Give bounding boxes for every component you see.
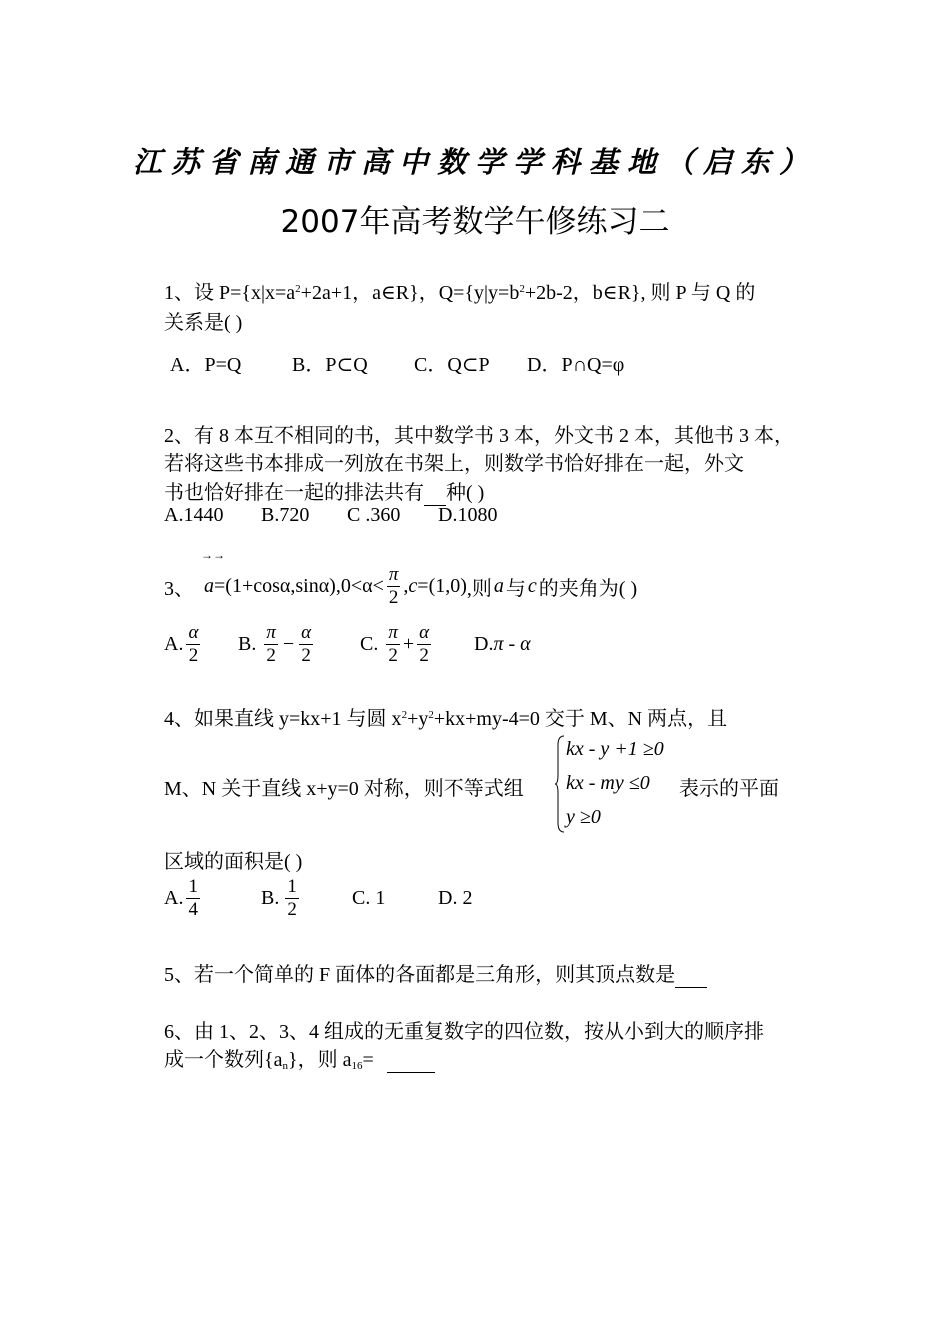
question-3-option-a: A. $\frac{\alpha}{2}$	[164, 621, 199, 666]
question-1-option-c: C．Q⊂P	[414, 354, 490, 376]
vector-arrows: →→	[201, 548, 225, 562]
question-1-line-2: 关系是( )	[164, 312, 243, 334]
question-5-line-1: 5、若一个简单的 F 面体的各面都是三角形，则其顶点数是	[164, 958, 707, 988]
question-4-option-b: B. $\frac{1}{2}$	[261, 875, 297, 920]
question-2-line-1: 2、有 8 本互不相同的书，其中数学书 3 本，外文书 2 本，其他书 3 本，	[164, 425, 794, 447]
question-2-line-2: 若将这些书本排成一列放在书架上，则数学书恰好排在一起，外文	[164, 453, 744, 475]
question-2-option-c: C .360	[347, 504, 401, 526]
question-4-line-2: M、N 关于直线 x+y=0 对称，则不等式组	[164, 778, 524, 800]
system-brace	[555, 735, 565, 833]
document-title-school: 江苏省南通市高中数学学科基地（启东）	[132, 145, 817, 179]
answer-blank	[387, 1049, 435, 1073]
question-2-line-3: 书也恰好排在一起的排法共有 种( )	[164, 482, 485, 504]
question-2-option-a: A.1440	[164, 504, 224, 526]
question-1-option-d: D．P∩Q=φ	[527, 354, 625, 376]
question-1-option-a: A．P=Q	[170, 354, 242, 376]
question-6-line-2: 成一个数列$\{a_n\}$，则 $a_{16}=$	[164, 1043, 435, 1073]
question-4-option-d: D. 2	[438, 887, 473, 909]
pi-over-2-fraction: $\frac{\pi}{2}$	[388, 563, 399, 608]
answer-blank	[424, 482, 446, 506]
document-title-exercise: 2007年高考数学午修练习二	[280, 204, 670, 240]
inequality-1: kx - y +1 ≥0	[566, 738, 664, 760]
question-6-line-1: 6、由 1、2、3、4 组成的无重复数字的四位数，按从小到大的顺序排	[164, 1021, 764, 1043]
answer-blank	[675, 964, 707, 988]
question-3-line-1: 3、 a =(1+cosα,sinα),0<α< $\frac{\pi}{2}$ , c =(1,0) ,则 a 与 c 的夹角为( )	[164, 563, 638, 608]
question-1-option-b: B．P⊂Q	[292, 354, 368, 376]
question-1-line-1: 1、设 $P=\{x|x=a^2+2a+1$，a∈R}，$Q=\{y|y=b^2+2b-2$，b∈R}, 则 P 与 Q 的	[164, 282, 756, 304]
question-4-option-c: C. 1	[352, 887, 386, 909]
question-2-option-d: D.1080	[438, 504, 498, 526]
inequality-3: y ≥0	[566, 806, 601, 828]
question-3-option-d: D. π - α	[474, 632, 531, 655]
inequality-2: kx - my ≤0	[566, 772, 650, 794]
question-4-line-3: 区域的面积是( )	[164, 851, 303, 873]
question-4-line-2-end: 表示的平面	[679, 778, 779, 800]
question-4-option-a: A. $\frac{1}{4}$	[164, 875, 198, 920]
question-2-option-b: B.720	[261, 504, 310, 526]
question-3-option-b: B. $\frac{\pi}{2}$ − $\frac{\alpha}{2}$	[238, 621, 312, 666]
question-3-option-c: C. $\frac{\pi}{2}$ + $\frac{\alpha}{2}$	[360, 621, 430, 666]
question-4-line-1: 4、如果直线 y=kx+1 与圆 $x^2+y^2+kx+my-4=0$ 交于 M、N 两点，且	[164, 708, 728, 730]
